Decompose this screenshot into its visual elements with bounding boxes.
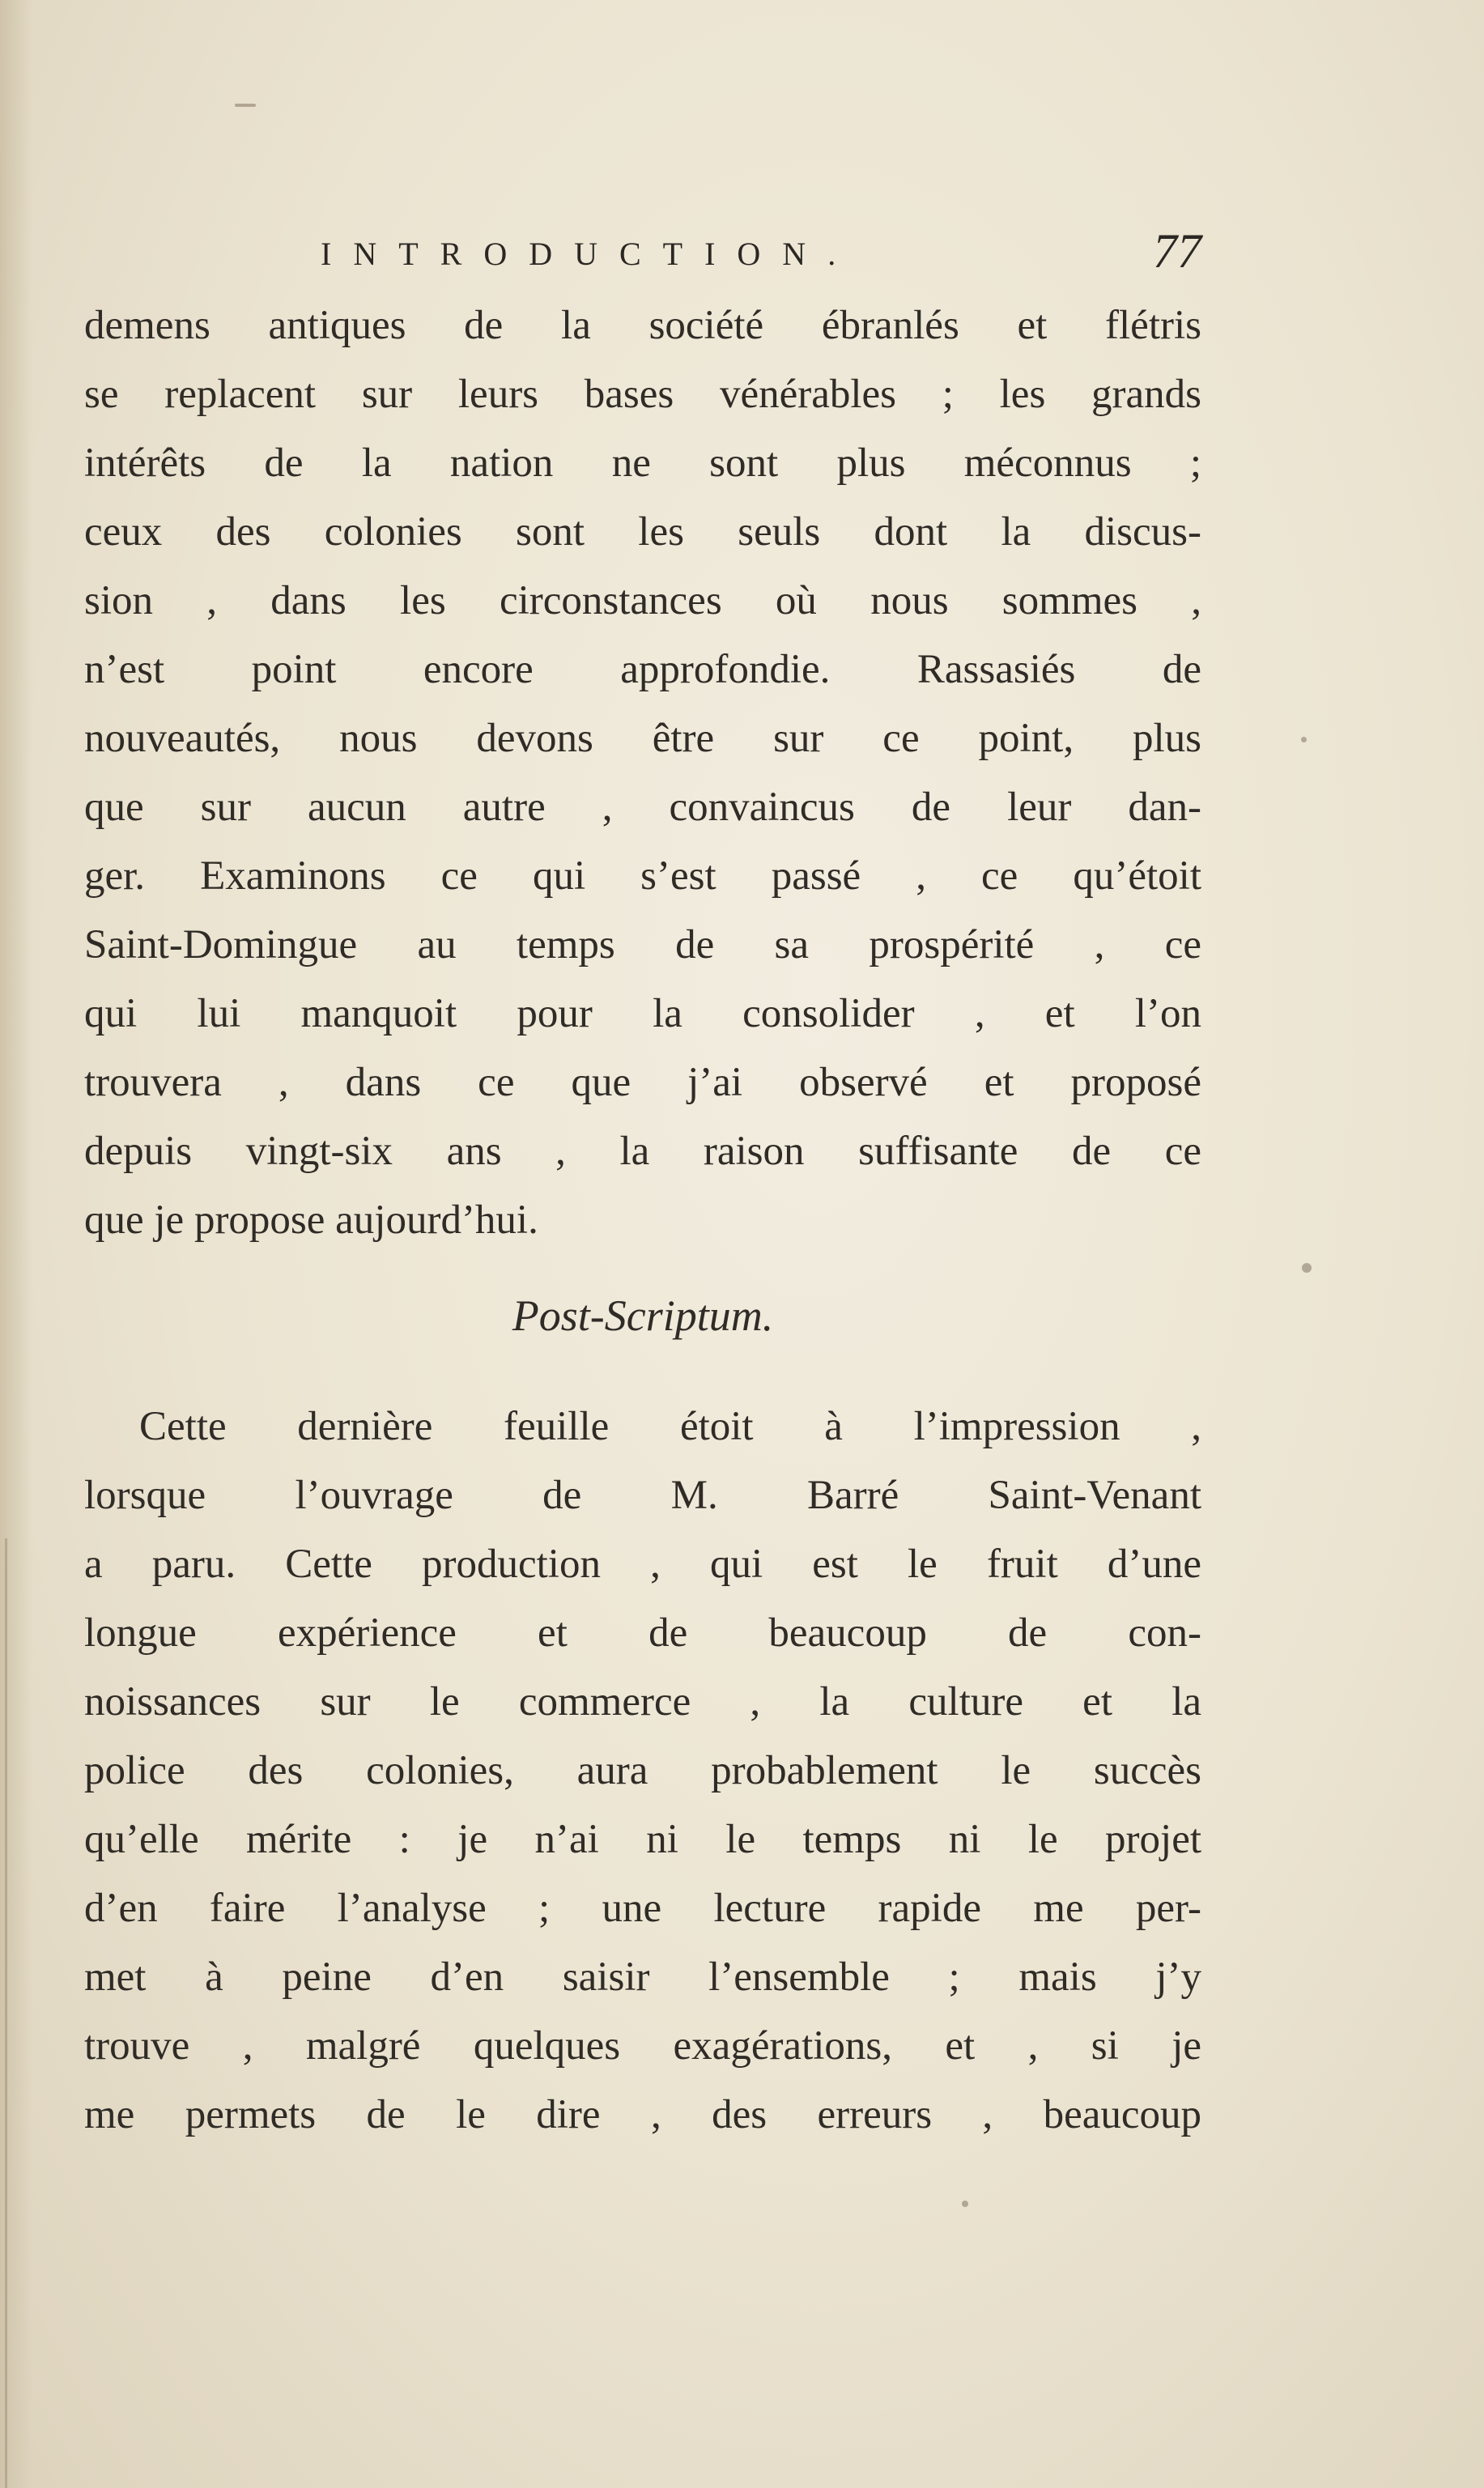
text-line: Saint-Domingue au temps de sa prospérité , ce: [84, 922, 1201, 968]
text-line: Cette dernière feuille étoit à l’impression ,: [139, 1404, 1201, 1449]
running-head: INTRODUCTION.: [321, 236, 858, 272]
text-line: qui lui manquoit pour la consolider , et l’on: [84, 991, 1201, 1036]
text-line: se replacent sur leurs bases vénérables ; les grands: [84, 372, 1201, 417]
body-text: [84, 291, 1201, 2150]
page-number: 77: [1153, 224, 1201, 278]
paper-speck: [1301, 737, 1307, 742]
text-line: nouveautés, nous devons être sur ce point, plus: [84, 716, 1201, 761]
text-line: que je propose aujourd’hui.: [84, 1197, 538, 1243]
text-line: police des colonies, aura probablement le succès: [84, 1748, 1201, 1793]
paper-speck: [1302, 1263, 1312, 1273]
text-line: sion , dans les circonstances où nous sommes ,: [84, 578, 1201, 623]
text-line: trouve , malgré quelques exagérations, et , si je: [84, 2023, 1201, 2069]
text-line: longue expérience et de beaucoup de con-: [84, 1610, 1201, 1656]
text-line: qu’elle mérite : je n’ai ni le temps ni le projet: [84, 1817, 1201, 1862]
section-title: Post-Scriptum.: [512, 1291, 774, 1340]
text-line: me permets de le dire , des erreurs , beaucoup: [84, 2092, 1201, 2137]
text-line: ceux des colonies sont les seuls dont la discus-: [84, 509, 1201, 555]
text-line: demens antiques de la société ébranlés et flétris: [84, 303, 1201, 348]
text-line: noissances sur le commerce , la culture et la: [84, 1679, 1201, 1725]
text-line: met à peine d’en saisir l’ensemble ; mais j’y: [84, 1954, 1201, 2000]
paper-speck: [235, 104, 256, 107]
page-edge: [5, 1538, 7, 2488]
text-line: que sur aucun autre , convaincus de leur dan-: [84, 785, 1201, 830]
text-line: n’est point encore approfondie. Rassasiés de: [84, 647, 1201, 692]
paper-speck: [962, 2201, 968, 2207]
page-header: [84, 224, 1201, 285]
text-line: depuis vingt-six ans , la raison suffisante de ce: [84, 1129, 1201, 1174]
text-line: a paru. Cette production , qui est le fruit d’une: [84, 1542, 1201, 1587]
text-line: lorsque l’ouvrage de M. Barré Saint-Venant: [84, 1473, 1201, 1518]
text-line: trouvera , dans ce que j’ai observé et proposé: [84, 1060, 1201, 1105]
text-line: ger. Examinons ce qui s’est passé , ce qu’étoit: [84, 853, 1201, 899]
text-line: d’en faire l’analyse ; une lecture rapide me per-: [84, 1886, 1201, 1931]
text-line: intérêts de la nation ne sont plus méconnus ;: [84, 440, 1201, 486]
